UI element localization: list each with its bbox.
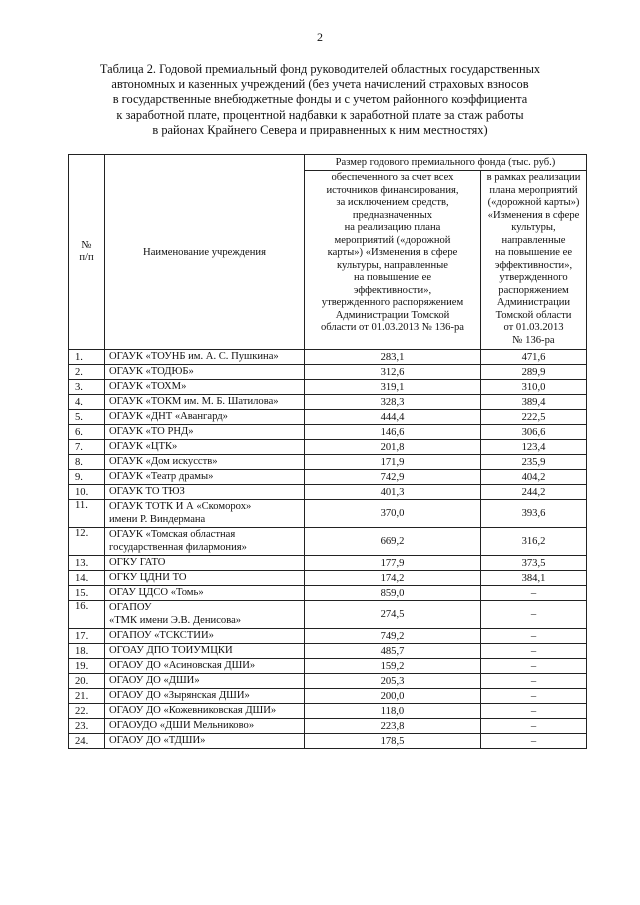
table-row <box>69 485 587 500</box>
institution-name <box>105 674 305 689</box>
row-number: 5. <box>69 410 105 425</box>
header-text-line: обеспеченного за счет всех <box>331 172 454 183</box>
institution-name-line: ОГАОУ ДО «ДШИ» <box>109 674 200 686</box>
fund-total-value: 312,6 <box>305 365 481 380</box>
row-number: 17. <box>69 629 105 644</box>
institution-name-line: ОГАОУ ДО «ТДШИ» <box>109 734 206 746</box>
institution-name <box>105 571 305 586</box>
header-name: Наименование учреждения <box>105 155 305 350</box>
fund-roadmap-value: – <box>481 734 587 749</box>
fund-roadmap-value: 316,2 <box>481 528 587 556</box>
fund-total-value: 485,7 <box>305 644 481 659</box>
header-text-line: плана мероприятий <box>489 184 578 196</box>
title-line: в государственные внебюджетные фонды и с учетом районного коэффициента <box>112 92 528 107</box>
table-row <box>69 440 587 455</box>
fund-total-value: 177,9 <box>305 556 481 571</box>
institution-name-line: «ТМК имени Э.В. Денисова» <box>109 614 242 626</box>
institution-name <box>105 629 305 644</box>
row-number: 22. <box>69 704 105 719</box>
page-number: 2 <box>317 30 323 44</box>
title-line: к заработной плате, процентной надбавки к заработной плате за стаж работы <box>116 107 524 122</box>
fund-total-value: 749,2 <box>305 629 481 644</box>
table-row <box>69 528 587 556</box>
row-number: 4. <box>69 395 105 410</box>
header-text-line: на реализацию плана <box>344 222 441 233</box>
fund-total-value: 118,0 <box>305 704 481 719</box>
table-row <box>69 601 587 629</box>
header-text-line: карты») «Изменения в сфере <box>327 247 458 258</box>
table-row <box>69 350 587 365</box>
institution-name <box>105 734 305 749</box>
table-title <box>60 62 580 138</box>
fund-roadmap-value: – <box>481 601 587 629</box>
table-row <box>69 571 587 586</box>
row-number: 18. <box>69 644 105 659</box>
institution-name-line: имени Р. Виндермана <box>109 513 206 525</box>
fund-roadmap-value: 123,4 <box>481 440 587 455</box>
table-row <box>69 365 587 380</box>
table-row <box>69 556 587 571</box>
fund-total-value: 178,5 <box>305 734 481 749</box>
header-text-line: «Изменения в сфере <box>487 209 580 221</box>
header-text-line: источников финансирования, <box>326 184 459 196</box>
institution-name-line: ОГАУК «ТОУНБ им. А. С. Пушкина» <box>109 350 279 362</box>
institution-name <box>105 470 305 485</box>
institution-name <box>105 485 305 500</box>
institution-name-line: ОГАУК «Дом искусств» <box>109 455 218 467</box>
row-number: 24. <box>69 734 105 749</box>
fund-roadmap-value: – <box>481 659 587 674</box>
header-text-line: утвержденного распоряжением <box>321 297 464 308</box>
institution-name <box>105 704 305 719</box>
institution-name <box>105 601 305 629</box>
institution-name <box>105 689 305 704</box>
table-row <box>69 674 587 689</box>
header-text-line: Томской области <box>495 309 572 321</box>
institution-name <box>105 644 305 659</box>
institution-name <box>105 528 305 556</box>
fund-total-value: 146,6 <box>305 425 481 440</box>
table-row <box>69 659 587 674</box>
title-line: Таблица 2. Годовой премиальный фонд руководителей областных государственных <box>99 62 541 76</box>
fund-total-value: 201,8 <box>305 440 481 455</box>
row-number: 3. <box>69 380 105 395</box>
header-text-line: эффективности», <box>353 284 432 296</box>
row-number: 10. <box>69 485 105 500</box>
fund-total-value: 274,5 <box>305 601 481 629</box>
header-group: Размер годового премиального фонда (тыс. руб.) <box>305 155 587 171</box>
header-text-line: предназначенных <box>352 209 433 221</box>
header-text-line: от 01.03.2013 <box>503 322 564 333</box>
institution-name <box>105 500 305 528</box>
institution-name <box>105 425 305 440</box>
institution-name-line: государственная филармония» <box>109 541 247 553</box>
header-col-roadmap <box>481 171 587 350</box>
table-row <box>69 734 587 749</box>
institution-name-line: ОГАОУ ДО «Кожевниковская ДШИ» <box>109 704 277 716</box>
header-text-line: за исключением средств, <box>336 197 449 208</box>
institution-name <box>105 659 305 674</box>
institution-name-line: ОГАУК «Томская областная <box>109 528 236 540</box>
fund-roadmap-value: 373,5 <box>481 556 587 571</box>
table-row <box>69 395 587 410</box>
fund-total-value: 283,1 <box>305 350 481 365</box>
header-text-line: распоряжением <box>498 284 569 296</box>
row-number: 13. <box>69 556 105 571</box>
table-row <box>69 455 587 470</box>
header-text-line: мероприятий («дорожной <box>334 234 451 246</box>
table-row <box>69 719 587 734</box>
institution-name-line: ОГАПОУ <box>109 601 152 613</box>
header-text-line: области от 01.03.2013 № 136-ра <box>321 322 464 333</box>
fund-total-value: 669,2 <box>305 528 481 556</box>
institution-name-line: ОГАУК «ТОКМ им. М. Б. Шатилова» <box>109 395 279 407</box>
fund-total-value: 200,0 <box>305 689 481 704</box>
fund-roadmap-value: 384,1 <box>481 571 587 586</box>
title-line: автономных и казенных учреждений (без учета начислений страховых взносов <box>111 77 529 92</box>
fund-roadmap-value: 222,5 <box>481 410 587 425</box>
fund-roadmap-value: 289,9 <box>481 365 587 380</box>
header-text-line: Администрации <box>496 297 571 308</box>
fund-total-value: 370,0 <box>305 500 481 528</box>
fund-roadmap-value: – <box>481 689 587 704</box>
row-number: 7. <box>69 440 105 455</box>
fund-roadmap-value: 235,9 <box>481 455 587 470</box>
institution-name-line: ОГАУК «ЦТК» <box>109 440 178 452</box>
table-row <box>69 380 587 395</box>
fund-roadmap-value: 306,6 <box>481 425 587 440</box>
institution-name-line: ОГАУК ТО ТЮЗ <box>109 485 185 497</box>
fund-roadmap-value: 471,6 <box>481 350 587 365</box>
institution-name <box>105 380 305 395</box>
fund-total-value: 401,3 <box>305 485 481 500</box>
header-text-line: («дорожной карты») <box>487 197 580 208</box>
row-number: 20. <box>69 674 105 689</box>
institution-name-line: ОГАПОУ «ТСКСТИИ» <box>109 629 214 641</box>
institution-name-line: ОГАУК ТОТК И А «Скоморох» <box>109 500 252 512</box>
institution-name-line: ОГАОУДО «ДШИ Мельниково» <box>109 719 255 731</box>
fund-total-value: 205,3 <box>305 674 481 689</box>
institution-name <box>105 556 305 571</box>
fund-total-value: 319,1 <box>305 380 481 395</box>
institution-name <box>105 350 305 365</box>
row-number: 11. <box>69 500 105 528</box>
institution-name <box>105 455 305 470</box>
title-line: в районах Крайнего Севера и приравненных к ним местностях) <box>152 122 488 137</box>
fund-total-value: 742,9 <box>305 470 481 485</box>
institution-name-line: ОГАОУ ДО «Зырянская ДШИ» <box>109 689 250 701</box>
table-row <box>69 704 587 719</box>
fund-total-value: 859,0 <box>305 586 481 601</box>
header-text-line: в рамках реализации <box>486 172 581 183</box>
fund-roadmap-value: 310,0 <box>481 380 587 395</box>
institution-name-line: ОГАУК «ДНТ «Авангард» <box>109 410 228 422</box>
fund-total-value: 444,4 <box>305 410 481 425</box>
fund-roadmap-value: 404,2 <box>481 470 587 485</box>
institution-name <box>105 365 305 380</box>
header-text-line: № 136-ра <box>512 334 555 346</box>
row-number: 23. <box>69 719 105 734</box>
fund-roadmap-value: 389,4 <box>481 395 587 410</box>
table-row <box>69 410 587 425</box>
table-row <box>69 586 587 601</box>
institution-name <box>105 440 305 455</box>
header-text-line: эффективности», <box>494 259 573 271</box>
fund-roadmap-value: – <box>481 586 587 601</box>
fund-roadmap-value: – <box>481 629 587 644</box>
institution-name <box>105 410 305 425</box>
fund-total-value: 159,2 <box>305 659 481 674</box>
table-row <box>69 500 587 528</box>
row-number: 2. <box>69 365 105 380</box>
fund-total-value: 223,8 <box>305 719 481 734</box>
header-text-line: утвержденного <box>499 272 568 283</box>
header-col-total <box>305 171 481 350</box>
table-row <box>69 629 587 644</box>
row-number: 14. <box>69 571 105 586</box>
institution-name-line: ОГАУК «ТОХМ» <box>109 380 187 392</box>
row-number: 1. <box>69 350 105 365</box>
fund-roadmap-value: – <box>481 704 587 719</box>
row-number: 8. <box>69 455 105 470</box>
row-number: 15. <box>69 586 105 601</box>
fund-roadmap-value: – <box>481 674 587 689</box>
institution-name-line: ОГАУ ЦДСО «Томь» <box>109 586 204 598</box>
institution-name-line: ОГКУ ЦДНИ ТО <box>109 571 187 583</box>
header-text-line: на повышение ее <box>353 272 432 283</box>
header-text-line: культуры, направленные <box>501 222 566 246</box>
row-number: 9. <box>69 470 105 485</box>
table-row <box>69 425 587 440</box>
row-number: 21. <box>69 689 105 704</box>
institution-name-line: ОГАУК «ТОДЮБ» <box>109 365 194 377</box>
table-row <box>69 689 587 704</box>
header-text-line: культуры, направленные <box>337 259 448 271</box>
header-text-line: на повышение ее <box>494 247 573 258</box>
fund-total-value: 328,3 <box>305 395 481 410</box>
header-num: № п/п <box>69 155 105 350</box>
header-text-line: Администрации Томской <box>335 309 450 321</box>
table-row <box>69 644 587 659</box>
row-number: 16. <box>69 601 105 629</box>
row-number: 12. <box>69 528 105 556</box>
table-row <box>69 470 587 485</box>
row-number: 19. <box>69 659 105 674</box>
fund-roadmap-value: 393,6 <box>481 500 587 528</box>
institution-name <box>105 719 305 734</box>
fund-roadmap-value: 244,2 <box>481 485 587 500</box>
institution-name-line: ОГАУК «ТО РНД» <box>109 425 194 437</box>
fund-total-value: 171,9 <box>305 455 481 470</box>
fund-total-value: 174,2 <box>305 571 481 586</box>
row-number: 6. <box>69 425 105 440</box>
institution-name <box>105 395 305 410</box>
premium-fund-table <box>68 154 587 749</box>
institution-name-line: ОГКУ ГАТО <box>109 556 166 568</box>
institution-name <box>105 586 305 601</box>
institution-name-line: ОГОАУ ДПО ТОИУМЦКИ <box>109 644 233 656</box>
institution-name-line: ОГАОУ ДО «Асиновская ДШИ» <box>109 659 256 671</box>
fund-roadmap-value: – <box>481 644 587 659</box>
institution-name-line: ОГАУК «Театр драмы» <box>109 470 214 482</box>
fund-roadmap-value: – <box>481 719 587 734</box>
